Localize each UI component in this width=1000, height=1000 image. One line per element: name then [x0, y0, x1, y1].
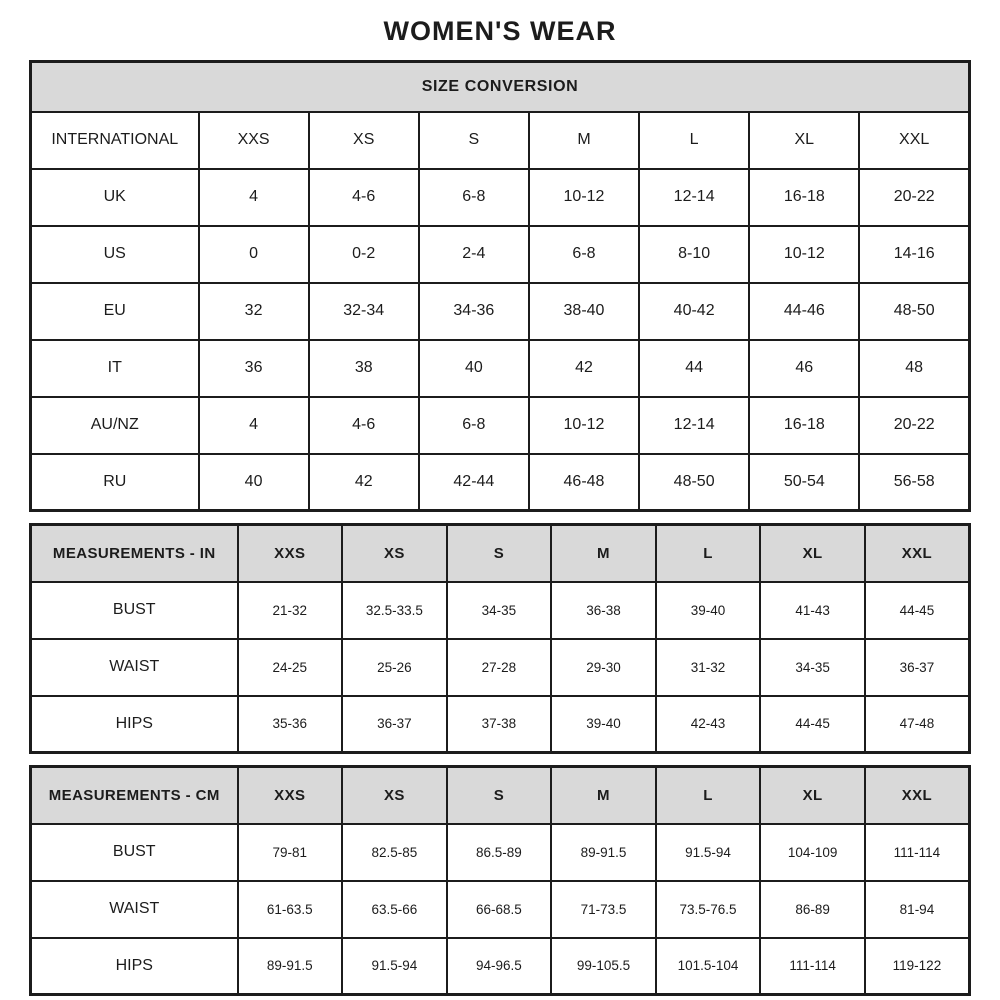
column-header-cell: XXS: [238, 767, 343, 824]
table-cell: 50-54: [749, 454, 859, 511]
table-cell: 36: [199, 340, 309, 397]
table-cell: 41-43: [760, 582, 865, 639]
measurements-in-header-row: [31, 525, 970, 582]
table-row: [31, 824, 970, 881]
table-cell: 119-122: [865, 938, 970, 995]
table-cell: 4-6: [309, 397, 419, 454]
table-cell: 104-109: [760, 824, 865, 881]
table-cell: 99-105.5: [551, 938, 656, 995]
table-title-cell: MEASUREMENTS - IN: [31, 525, 238, 582]
column-header-cell: XS: [342, 525, 447, 582]
column-header-cell: M: [551, 767, 656, 824]
table-row: [31, 582, 970, 639]
table-cell: 82.5-85: [342, 824, 447, 881]
measurements-in-body: [31, 582, 970, 753]
table-cell: 73.5-76.5: [656, 881, 761, 938]
table-cell: 46-48: [529, 454, 639, 511]
column-header-cell: XL: [760, 525, 865, 582]
table-cell: 44-46: [749, 283, 859, 340]
column-header-cell: XS: [342, 767, 447, 824]
table-cell: 37-38: [447, 696, 552, 753]
table-cell: 16-18: [749, 397, 859, 454]
table-cell: 6-8: [529, 226, 639, 283]
table-cell: 36-37: [342, 696, 447, 753]
table-cell: 38-40: [529, 283, 639, 340]
table-cell: 63.5-66: [342, 881, 447, 938]
table-cell: 89-91.5: [551, 824, 656, 881]
column-header-cell: L: [656, 525, 761, 582]
table-cell: 47-48: [865, 696, 970, 753]
table-cell: 86.5-89: [447, 824, 552, 881]
table-cell: 91.5-94: [342, 938, 447, 995]
row-label: BUST: [31, 582, 238, 639]
column-header-cell: L: [639, 112, 749, 169]
page-title: WOMEN'S WEAR: [383, 16, 617, 46]
table-cell: 61-63.5: [238, 881, 343, 938]
table-cell: 111-114: [865, 824, 970, 881]
table-row: [31, 340, 970, 397]
table-cell: 40-42: [639, 283, 749, 340]
table-row: [31, 696, 970, 753]
table-cell: 32: [199, 283, 309, 340]
column-header-cell: XS: [309, 112, 419, 169]
table-cell: 39-40: [551, 696, 656, 753]
table-row: [31, 283, 970, 340]
column-header-cell: S: [447, 767, 552, 824]
table-row: [31, 881, 970, 938]
table-cell: 21-32: [238, 582, 343, 639]
column-header-cell: L: [656, 767, 761, 824]
table-cell: 44: [639, 340, 749, 397]
table-cell: 42: [309, 454, 419, 511]
table-cell: 4: [199, 169, 309, 226]
table-row: [31, 226, 970, 283]
table-cell: 40: [419, 340, 529, 397]
row-label: IT: [31, 340, 199, 397]
column-header-cell: XXS: [238, 525, 343, 582]
table-cell: 34-35: [447, 582, 552, 639]
table-cell: 36-38: [551, 582, 656, 639]
table-cell: 34-36: [419, 283, 529, 340]
row-label: WAIST: [31, 881, 238, 938]
column-header-cell: S: [419, 112, 529, 169]
column-header-cell: M: [529, 112, 639, 169]
row-label: EU: [31, 283, 199, 340]
size-conversion-body: [31, 169, 970, 511]
column-header-cell: XXL: [865, 767, 970, 824]
table-cell: 48-50: [859, 283, 969, 340]
table-cell: 40: [199, 454, 309, 511]
row-label: WAIST: [31, 639, 238, 696]
column-header-cell: XL: [749, 112, 859, 169]
column-header-cell: XL: [760, 767, 865, 824]
table-cell: 4: [199, 397, 309, 454]
measurements-cm-table: [29, 765, 971, 996]
row-label: US: [31, 226, 199, 283]
table-row: [31, 397, 970, 454]
table-cell: 44-45: [865, 582, 970, 639]
table-cell: 34-35: [760, 639, 865, 696]
table-cell: 2-4: [419, 226, 529, 283]
size-conversion-table: [29, 60, 971, 512]
table-cell: 6-8: [419, 169, 529, 226]
table-row: [31, 454, 970, 511]
column-header-cell: S: [447, 525, 552, 582]
column-header-cell: INTERNATIONAL: [31, 112, 199, 169]
table-cell: 48: [859, 340, 969, 397]
table-cell: 111-114: [760, 938, 865, 995]
column-header-cell: XXL: [859, 112, 969, 169]
column-header-cell: XXS: [199, 112, 309, 169]
table-cell: 29-30: [551, 639, 656, 696]
table-cell: 25-26: [342, 639, 447, 696]
table-cell: 38: [309, 340, 419, 397]
table-cell: 44-45: [760, 696, 865, 753]
size-conversion-title: SIZE CONVERSION: [31, 62, 970, 112]
table-cell: 66-68.5: [447, 881, 552, 938]
table-cell: 10-12: [749, 226, 859, 283]
table-cell: 86-89: [760, 881, 865, 938]
table-row: [31, 639, 970, 696]
row-label: UK: [31, 169, 199, 226]
measurements-cm-header-row: [31, 767, 970, 824]
table-cell: 48-50: [639, 454, 749, 511]
size-conversion-header-row: [31, 112, 970, 169]
table-cell: 0: [199, 226, 309, 283]
table-cell: 36-37: [865, 639, 970, 696]
table-cell: 71-73.5: [551, 881, 656, 938]
table-cell: 56-58: [859, 454, 969, 511]
table-cell: 42: [529, 340, 639, 397]
table-cell: 32.5-33.5: [342, 582, 447, 639]
table-cell: 42-43: [656, 696, 761, 753]
column-header-cell: XXL: [865, 525, 970, 582]
table-title-cell: MEASUREMENTS - CM: [31, 767, 238, 824]
table-cell: 10-12: [529, 169, 639, 226]
table-cell: 20-22: [859, 397, 969, 454]
table-cell: 24-25: [238, 639, 343, 696]
table-row: [31, 169, 970, 226]
table-cell: 31-32: [656, 639, 761, 696]
table-cell: 32-34: [309, 283, 419, 340]
row-label: HIPS: [31, 696, 238, 753]
row-label: AU/NZ: [31, 397, 199, 454]
table-cell: 35-36: [238, 696, 343, 753]
row-label: RU: [31, 454, 199, 511]
measurements-cm-body: [31, 824, 970, 995]
table-cell: 42-44: [419, 454, 529, 511]
table-cell: 20-22: [859, 169, 969, 226]
table-cell: 91.5-94: [656, 824, 761, 881]
table-cell: 27-28: [447, 639, 552, 696]
measurements-in-table: [29, 523, 971, 754]
table-cell: 79-81: [238, 824, 343, 881]
row-label: HIPS: [31, 938, 238, 995]
row-label: BUST: [31, 824, 238, 881]
table-cell: 0-2: [309, 226, 419, 283]
table-cell: 89-91.5: [238, 938, 343, 995]
table-cell: 46: [749, 340, 859, 397]
table-cell: 16-18: [749, 169, 859, 226]
table-cell: 94-96.5: [447, 938, 552, 995]
table-cell: 101.5-104: [656, 938, 761, 995]
table-cell: 12-14: [639, 169, 749, 226]
table-cell: 14-16: [859, 226, 969, 283]
table-cell: 4-6: [309, 169, 419, 226]
column-header-cell: M: [551, 525, 656, 582]
table-cell: 8-10: [639, 226, 749, 283]
table-row: [31, 938, 970, 995]
table-cell: 10-12: [529, 397, 639, 454]
table-cell: 81-94: [865, 881, 970, 938]
table-cell: 39-40: [656, 582, 761, 639]
table-cell: 12-14: [639, 397, 749, 454]
table-row: [31, 62, 970, 112]
table-cell: 6-8: [419, 397, 529, 454]
